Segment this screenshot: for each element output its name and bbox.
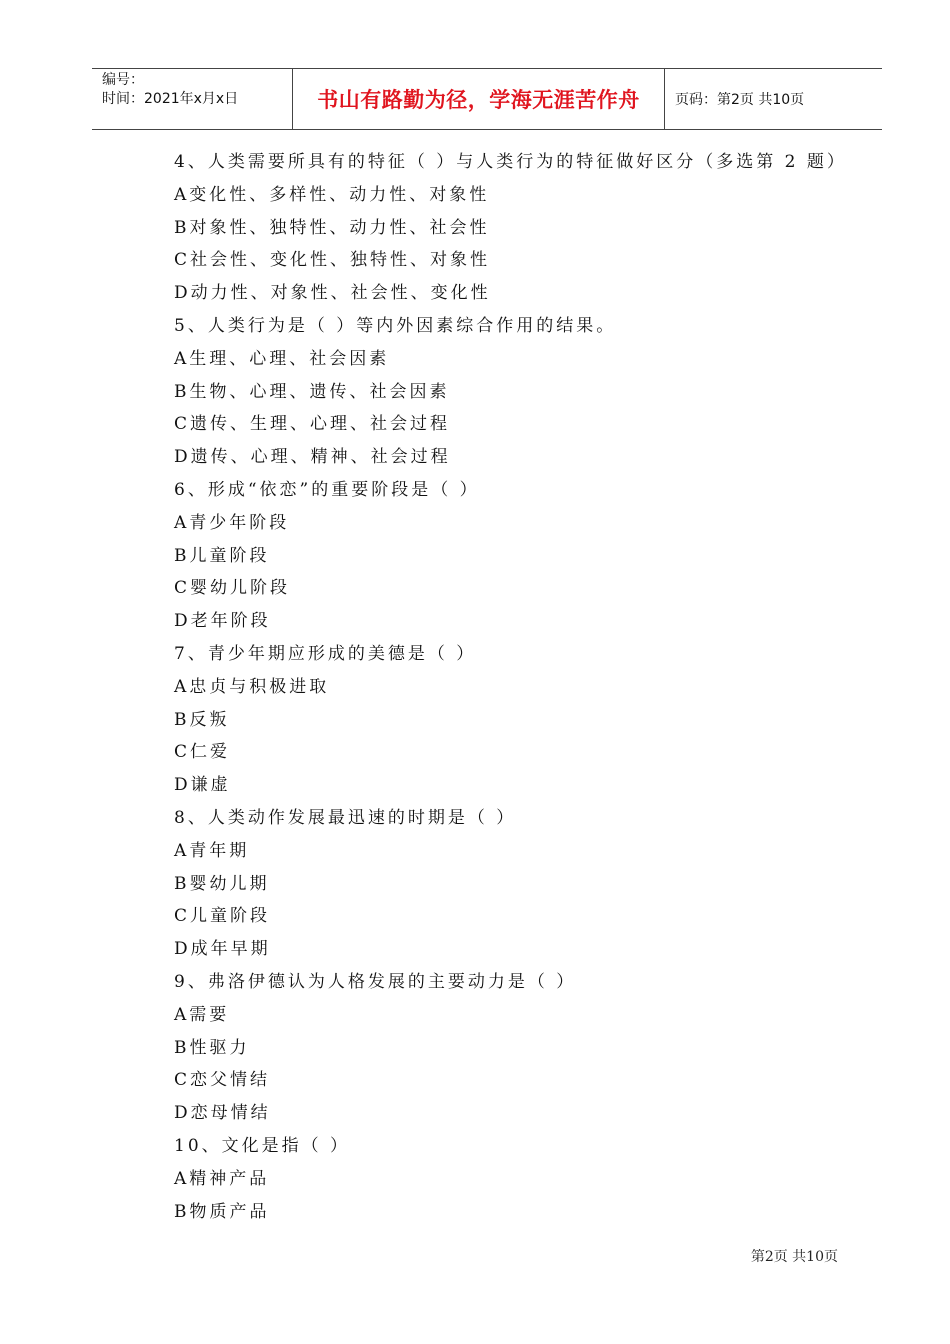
document-time-label: 时间：2021年x月x日 [102,91,239,107]
header-page-number: 页码：第2页 共10页 [675,92,805,108]
question-text: 8、人类动作发展最迅速的时期是（ ） [174,807,517,828]
answer-option: A需要 [174,1004,230,1025]
document-number-label: 编号： [102,72,144,88]
question-text: 10、文化是指（ ） [174,1135,351,1156]
answer-option: D遗传、心理、精神、社会过程 [174,447,451,468]
answer-option: C社会性、变化性、独特性、对象性 [174,250,491,271]
question-text: 7、青少年期应形成的美德是（ ） [174,643,477,664]
answer-option: A青少年阶段 [174,512,290,533]
answer-option: D成年早期 [174,939,271,960]
question-text: 4、人类需要所具有的特征（ ）与人类行为的特征做好区分（多选第 2 题） [174,152,847,172]
header-motto: 书山有路勤为径，学海无涯苦作舟 [293,69,665,129]
answer-option: D老年阶段 [174,611,271,632]
answer-option: A生理、心理、社会因素 [174,348,390,369]
answer-option: A精神产品 [174,1168,270,1189]
answer-option: A变化性、多样性、动力性、对象性 [174,184,490,205]
header-meta-cell [92,69,293,129]
answer-option: D动力性、对象性、社会性、变化性 [174,283,491,304]
answer-option: B生物、心理、遗传、社会因素 [174,381,450,402]
document-header [92,68,882,130]
page-footer: 第2页 共10页 [750,1249,838,1265]
answer-option: B婴幼儿期 [174,873,270,894]
question-list [174,146,874,1228]
answer-option: B反叛 [174,709,230,730]
answer-option: C遗传、生理、心理、社会过程 [174,414,451,435]
question-text: 9、弗洛伊德认为人格发展的主要动力是（ ） [174,971,577,992]
answer-option: C恋父情结 [174,1070,271,1091]
answer-option: A忠贞与积极进取 [174,676,330,697]
answer-option: B物质产品 [174,1201,270,1222]
answer-option: C儿童阶段 [174,906,271,927]
answer-option: B对象性、独特性、动力性、社会性 [174,217,490,238]
question-text: 6、形成“依恋”的重要阶段是（ ） [174,479,480,500]
answer-option: B性驱力 [174,1037,250,1058]
answer-option: C婴幼儿阶段 [174,578,291,599]
question-text: 5、人类行为是（ ）等内外因素综合作用的结果。 [174,315,617,336]
answer-option: B儿童阶段 [174,545,270,566]
answer-option: A青年期 [174,840,250,861]
answer-option: D恋母情结 [174,1103,271,1124]
answer-option: C仁爱 [174,742,231,763]
answer-option: D谦虚 [174,775,231,796]
